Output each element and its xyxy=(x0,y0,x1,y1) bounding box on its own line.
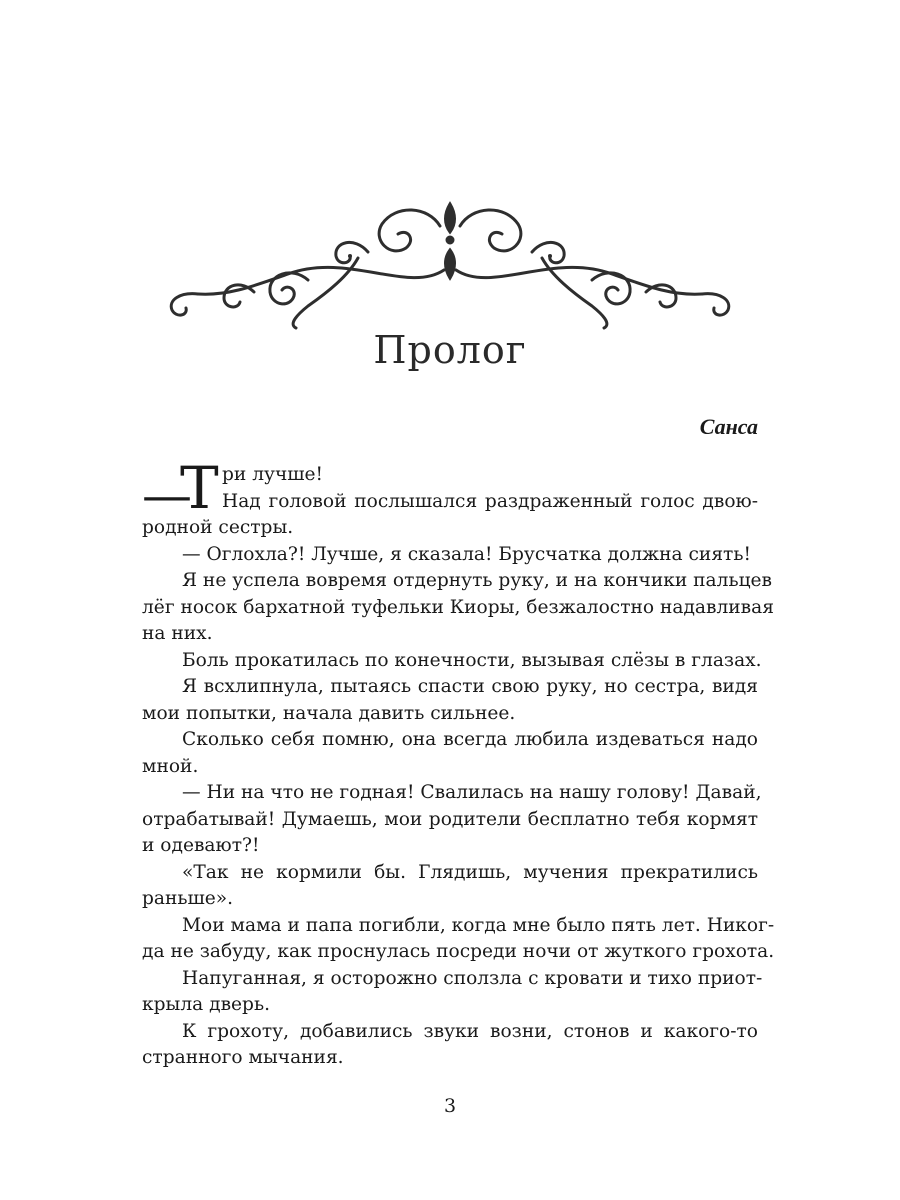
text-line: — Оглохла?! Лучше, я сказала! Брусчатка должна сиять! xyxy=(182,543,751,565)
decorative-flourish xyxy=(158,196,742,332)
paragraph xyxy=(142,1019,758,1072)
paragraph xyxy=(142,913,775,966)
paragraph xyxy=(142,674,758,727)
text-line: Над головой послышался раздраженный голос двою- xyxy=(222,490,758,512)
text-line: мои попытки, начала давить сильнее. xyxy=(142,702,516,724)
text-line: и одевают?! xyxy=(142,835,260,856)
text-line: отрабатывай! Думаешь, мои родители бесплатно тебя кормят xyxy=(142,808,758,830)
pov-character-name: Санса xyxy=(699,414,758,439)
paragraph xyxy=(142,780,762,860)
text-line: на них. xyxy=(142,623,213,644)
text-line: крыла дверь. xyxy=(142,994,270,1015)
opening-dash: — xyxy=(142,466,192,524)
text-line: — Ни на что не годная! Свалилась на нашу голову! Давай, xyxy=(182,782,762,803)
paragraph xyxy=(142,860,758,913)
paragraph xyxy=(142,966,763,1019)
paragraph xyxy=(142,648,762,675)
page-number: 3 xyxy=(443,1095,457,1117)
opening-line xyxy=(142,454,758,524)
paragraph-list xyxy=(142,515,775,1072)
text-line: ри лучше! xyxy=(222,464,324,485)
paragraph xyxy=(142,727,758,780)
paragraph xyxy=(142,568,774,648)
text-line: Я не успела вовремя отдернуть руку, и на кончики пальцев xyxy=(182,570,772,591)
text-line: странного мычания. xyxy=(142,1047,344,1068)
text-line: раньше». xyxy=(142,888,234,909)
paragraph xyxy=(142,515,758,542)
text-line: Боль прокатилась по конечности, вызывая слёзы в глазах. xyxy=(182,649,762,671)
chapter-body xyxy=(142,454,775,1072)
drop-cap: Т xyxy=(180,454,219,522)
text-line: Напуганная, я осторожно сползла с кровати и тихо приот- xyxy=(182,967,763,989)
text-line: да не забуду, как проснулась посреди ночи от жуткого грохота. xyxy=(142,941,775,962)
paragraph xyxy=(142,542,758,569)
text-line: родной сестры. xyxy=(142,517,294,538)
text-line: Я всхлипнула, пытаясь спасти свою руку, но сестра, видя xyxy=(182,676,758,697)
text-line: лёг носок бархатной туфельки Киоры, безжалостно надавливая xyxy=(142,596,774,618)
text-line: «Так не кормили бы. Глядишь, мучения прекратились xyxy=(182,861,758,883)
text-line: Сколько себя помню, она всегда любила издеваться надо xyxy=(182,729,758,750)
chapter-title: Пролог xyxy=(373,328,527,372)
text-line: К грохоту, добавились звуки возни, стонов и какого-то xyxy=(182,1020,758,1042)
text-line: Мои мама и папа погибли, когда мне было пять лет. Никог- xyxy=(182,914,775,936)
opening-text xyxy=(222,462,758,515)
text-line: мной. xyxy=(142,755,199,777)
